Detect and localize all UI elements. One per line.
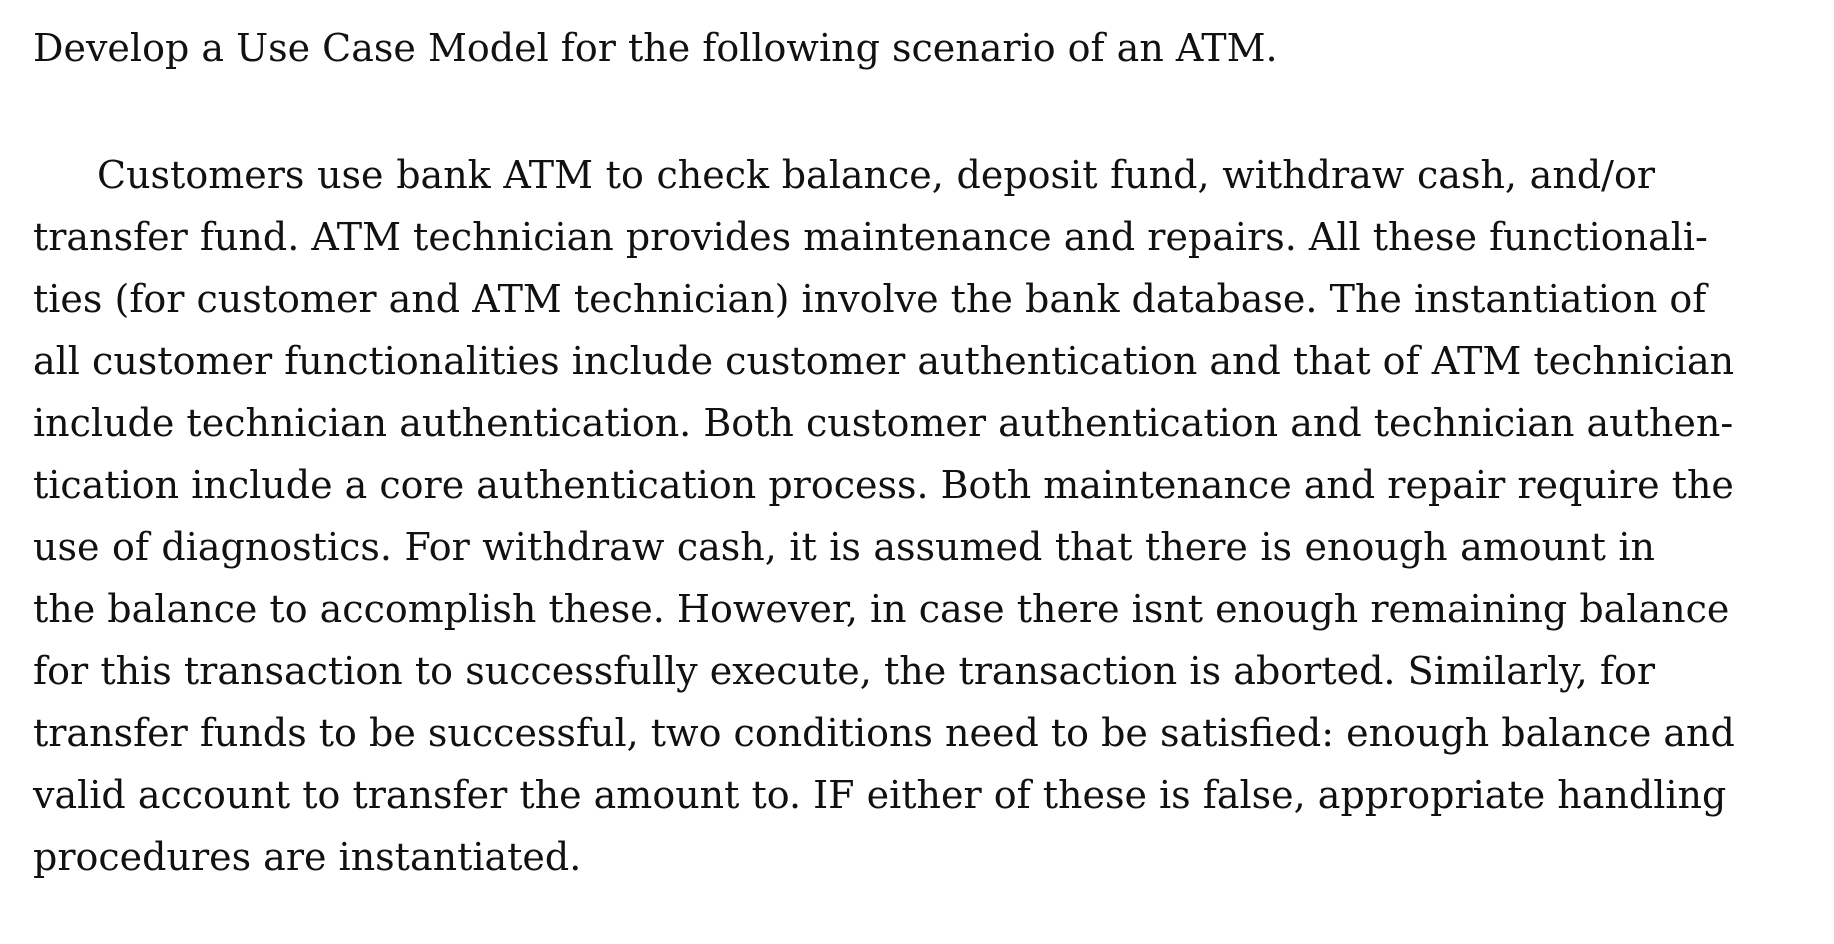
document-heading: Develop a Use Case Model for the following scenario of an ATM. bbox=[33, 26, 1278, 70]
scenario-paragraph bbox=[33, 144, 1735, 888]
paragraph-line-12: procedures are instantiated. bbox=[33, 835, 582, 879]
document-page bbox=[33, 20, 1735, 888]
paragraph-line-4: all customer functionalities include customer authentication and that of ATM technician bbox=[33, 339, 1735, 383]
paragraph-line-6: tication include a core authentication process. Both maintenance and repair require the bbox=[33, 463, 1734, 507]
paragraph-line-3: ties (for customer and ATM technician) involve the bank database. The instantiation of bbox=[33, 277, 1707, 321]
paragraph-line-2: transfer fund. ATM technician provides maintenance and repairs. All these functionali- bbox=[33, 215, 1708, 259]
paragraph-line-10: transfer funds to be successful, two conditions need to be satisfied: enough balance and bbox=[33, 711, 1735, 755]
paragraph-line-5: include technician authentication. Both customer authentication and technician authen- bbox=[33, 401, 1734, 445]
paragraph-line-1: Customers use bank ATM to check balance, deposit fund, withdraw cash, and/or bbox=[97, 153, 1655, 197]
paragraph-line-9: for this transaction to successfully execute, the transaction is aborted. Similarly, for bbox=[33, 649, 1655, 693]
paragraph-line-8: the balance to accomplish these. However, in case there isnt enough remaining balance bbox=[33, 587, 1730, 631]
paragraph-line-7: use of diagnostics. For withdraw cash, it is assumed that there is enough amount in bbox=[33, 525, 1655, 569]
paragraph-line-11: valid account to transfer the amount to. IF either of these is false, appropriate handling bbox=[33, 773, 1727, 817]
